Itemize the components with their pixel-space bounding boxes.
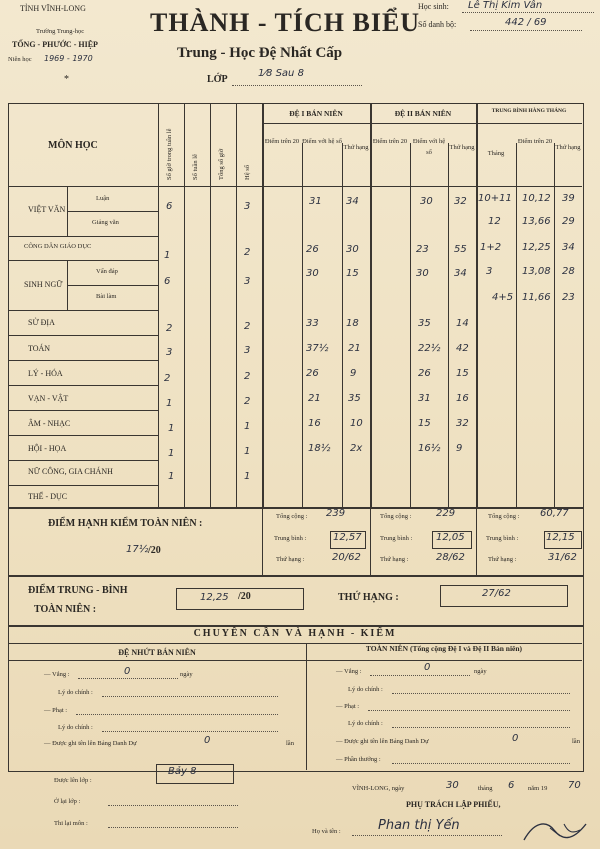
coef-value: 2 xyxy=(244,321,251,332)
l-reason2: Lý do chính : xyxy=(58,724,93,731)
hours-value: 2 xyxy=(164,373,171,384)
province: TỈNH VĨNH-LONG xyxy=(20,4,86,13)
month-score: 13,08 xyxy=(522,266,551,277)
s1-score20-header: Điểm trên 20 xyxy=(264,138,300,145)
s1-coef-value: 30 xyxy=(306,268,319,279)
s1-rank-value: 18 xyxy=(346,318,359,329)
coef-value: 2 xyxy=(244,247,251,258)
subject-name: LÝ - HÓA xyxy=(28,369,63,378)
attendance-title: CHUYÊN CẦN VÀ HẠNH - KIẾM xyxy=(193,628,397,639)
hours-value: 1 xyxy=(168,448,175,459)
subject-subname: Luận xyxy=(96,195,110,202)
m-score20-header: Điểm trên 20 xyxy=(517,138,553,145)
conduct-denom: /20 xyxy=(148,545,161,556)
s2-coef-value: 26 xyxy=(418,368,431,379)
s1-total: 239 xyxy=(326,508,346,519)
conduct-value: 17½ xyxy=(126,544,149,555)
attendance-right-title: TOÀN NIÊN (Tổng cộng Đệ I và Đệ II Bán niên) xyxy=(365,644,523,653)
month-value: 4+5 xyxy=(492,292,514,303)
s2-score20-header: Điểm trên 20 xyxy=(372,138,408,145)
s1-scorecoef-header: Điểm với hệ số xyxy=(302,138,342,145)
s1-coef-value: 31 xyxy=(309,196,322,207)
r-reason: Lý do chính : xyxy=(348,686,383,693)
signature-icon xyxy=(520,816,590,846)
month-header: Tháng xyxy=(487,150,505,157)
s1-rank-header: Thứ hạng xyxy=(343,144,369,151)
month-rank: 29 xyxy=(562,216,575,227)
s1-rank-label: Thứ hạng : xyxy=(276,556,305,563)
hours-value: 6 xyxy=(164,276,171,287)
s2-total: 229 xyxy=(436,508,456,519)
s2-avg: 12,05 xyxy=(436,532,465,543)
r-reward: — Phần thưởng : xyxy=(336,756,381,763)
hours-value: 1 xyxy=(164,250,171,261)
class-value: 1⁄8 Sau 8 xyxy=(258,68,304,79)
school-type: Trường Trung-học xyxy=(36,28,85,35)
date-day: 30 xyxy=(446,780,459,791)
star-icon: * xyxy=(64,74,69,85)
subject-name: SỬ ĐỊA xyxy=(28,318,55,327)
s2-coef-value: 16½ xyxy=(418,443,441,454)
s2-rank-value: 55 xyxy=(454,244,467,255)
hours-value: 2 xyxy=(166,323,173,334)
year-label: năm 19 xyxy=(528,785,548,792)
s2-coef-value: 30 xyxy=(416,268,429,279)
s2-rank-value: 42 xyxy=(456,343,469,354)
l-honor-value: 0 xyxy=(204,735,211,746)
s2-coef-value: 35 xyxy=(418,318,431,329)
month-rank: 23 xyxy=(562,292,575,303)
s1-coef-value: 18½ xyxy=(308,443,331,454)
grade-table xyxy=(8,103,584,509)
l-times: lần xyxy=(286,740,294,747)
sem2-header: ĐỆ II BÁN NIÊN xyxy=(394,109,452,118)
promote-value: Bảy 8 xyxy=(168,766,197,777)
student-name: Lê Thị Kim Vân xyxy=(468,0,543,11)
s2-coef-value: 23 xyxy=(416,244,429,255)
s2-avg-label: Trung bình : xyxy=(380,535,413,542)
month-rank: 34 xyxy=(562,242,575,253)
s1-rank-value: 10 xyxy=(350,418,363,429)
year-rank-label: THỨ HẠNG : xyxy=(338,592,399,603)
year-avg-value: 12,25 xyxy=(200,592,229,603)
coef-value: 3 xyxy=(244,276,251,287)
month-value: 1+2 xyxy=(480,242,502,253)
r-honor: — Được ghi tên lên Bảng Danh Dự xyxy=(336,738,429,745)
s1-rank-value: 21 xyxy=(348,343,361,354)
m-avg: 12,15 xyxy=(546,532,575,543)
s1-coef-value: 16 xyxy=(308,418,321,429)
s1-rank-value: 30 xyxy=(346,244,359,255)
m-rank-header: Thứ hạng xyxy=(555,144,581,151)
page-title: THÀNH - TÍCH BIỂU xyxy=(150,8,421,37)
m-rank: 31/62 xyxy=(548,552,577,563)
l-honor: — Được ghi tên lên Bảng Danh Dự xyxy=(44,740,137,747)
s1-rank-value: 2x xyxy=(350,443,363,454)
year-avg-denom: /20 xyxy=(238,591,251,602)
responsible-label: PHỤ TRÁCH LẬP PHIẾU, xyxy=(406,800,501,809)
subject-name: TOÁN xyxy=(28,344,51,353)
signer-name: Phan thị Yến xyxy=(378,818,460,833)
s2-rank-value: 32 xyxy=(456,418,469,429)
month-rank: 39 xyxy=(562,193,575,204)
l-days: ngày xyxy=(180,671,193,678)
student-label: Học sinh: xyxy=(418,2,449,11)
subject-name: SINH NGỮ xyxy=(24,280,63,289)
year-rank-value: 27/62 xyxy=(482,588,511,599)
r-absent-label: — Vắng : xyxy=(336,668,362,675)
hours-week-header: Số giờ trong tuần lễ xyxy=(166,128,173,180)
month-value: 3 xyxy=(486,266,493,277)
school-name: TỐNG - PHƯỚC - HIỆP xyxy=(12,40,98,49)
coef-value: 1 xyxy=(244,471,251,482)
r-honor-value: 0 xyxy=(512,733,519,744)
subject-subname: Giảng văn xyxy=(92,219,119,226)
s1-rank-value: 34 xyxy=(346,196,359,207)
sem1-header: ĐỆ I BÁN NIÊN xyxy=(289,109,343,118)
coef-value: 3 xyxy=(244,345,251,356)
id-label: Số danh bộ: xyxy=(418,20,457,29)
s2-rank-value: 34 xyxy=(454,268,467,279)
s2-rank-header: Thứ hạng xyxy=(449,144,475,151)
subject-name: NỮ CÔNG, GIA CHÁNH xyxy=(28,467,113,476)
subject-name: CÔNG DÂN GIÁO DỤC xyxy=(24,243,92,250)
m-avg-label: Trung bình : xyxy=(486,535,519,542)
year-avg-label: ĐIỂM TRUNG - BÌNH xyxy=(28,585,128,596)
subject-name: VIỆT VĂN xyxy=(28,205,66,214)
s1-rank: 20/62 xyxy=(332,552,361,563)
l-punish: — Phạt : xyxy=(44,707,68,714)
s2-coef-value: 31 xyxy=(418,393,431,404)
s1-rank-value: 9 xyxy=(350,368,357,379)
s2-coef-value: 22½ xyxy=(418,343,441,354)
subject-subname: Vấn đáp xyxy=(96,268,118,275)
name-label: Họ và tên : xyxy=(312,828,341,835)
r-absent-value: 0 xyxy=(424,662,431,673)
s1-total-label: Tổng cộng : xyxy=(276,513,308,520)
month-label: tháng xyxy=(478,785,493,792)
l-reason: Lý do chính : xyxy=(58,689,93,696)
year-avg-label2: TOÀN NIÊN : xyxy=(34,604,97,615)
s1-rank-value: 35 xyxy=(348,393,361,404)
hours-value: 3 xyxy=(166,347,173,358)
s2-scorecoef-header: Điểm với hệ số xyxy=(412,138,446,156)
retake-label: Thi lại môn : xyxy=(54,820,88,827)
s1-coef-value: 21 xyxy=(308,393,321,404)
r-punish: — Phạt : xyxy=(336,703,360,710)
m-rank-label: Thứ hạng : xyxy=(488,556,517,563)
subject-header: MÔN HỌC xyxy=(48,140,98,151)
repeat-label: Ở lại lớp : xyxy=(54,798,81,805)
s2-rank-value: 15 xyxy=(456,368,469,379)
l-absent-value: 0 xyxy=(124,666,131,677)
s2-rank-value: 14 xyxy=(456,318,469,329)
month-rank: 28 xyxy=(562,266,575,277)
m-total-label: Tổng cộng : xyxy=(488,513,520,520)
hours-value: 1 xyxy=(168,471,175,482)
month-value: 10+11 xyxy=(478,193,512,204)
coef-value: 2 xyxy=(244,371,251,382)
s2-rank-value: 9 xyxy=(456,443,463,454)
place-date: VĨNH-LONG, ngày xyxy=(352,785,405,792)
school-year-label: Niên học xyxy=(8,56,32,63)
s2-rank-value: 16 xyxy=(456,393,469,404)
s1-coef-value: 33 xyxy=(306,318,319,329)
month-score: 12,25 xyxy=(522,242,551,253)
month-score: 13,66 xyxy=(522,216,551,227)
coef-value: 1 xyxy=(244,421,251,432)
month-score: 11,66 xyxy=(522,292,551,303)
r-times: lần xyxy=(572,738,580,745)
school-year: 1969 - 1970 xyxy=(44,54,93,63)
coef-value: 1 xyxy=(244,446,251,457)
s2-total-label: Tổng cộng : xyxy=(380,513,412,520)
promote-label: Được lên lớp : xyxy=(54,777,92,784)
hours-value: 6 xyxy=(166,201,173,212)
subject-name: THỂ - DỤC xyxy=(28,492,68,501)
hours-value: 1 xyxy=(166,398,173,409)
subject-name: ÂM - NHẠC xyxy=(28,419,71,428)
s2-coef-value: 15 xyxy=(418,418,431,429)
coef-value: 2 xyxy=(244,396,251,407)
monthly-header: TRUNG BÌNH HÀNG THÁNG xyxy=(491,108,567,114)
s2-coef-value: 30 xyxy=(420,196,433,207)
s2-rank: 28/62 xyxy=(436,552,465,563)
month-value: 12 xyxy=(488,216,501,227)
s1-coef-value: 26 xyxy=(306,368,319,379)
s1-avg-label: Trung bình : xyxy=(274,535,307,542)
subject-name: HỘI - HỌA xyxy=(28,444,67,453)
attendance-left-title: ĐỆ NHỨT BÁN NIÊN xyxy=(118,648,196,657)
date-month: 6 xyxy=(508,780,515,791)
s1-avg: 12,57 xyxy=(333,532,362,543)
s1-coef-value: 37½ xyxy=(306,343,329,354)
l-absent-label: — Vắng : xyxy=(44,671,70,678)
conduct-label: ĐIỂM HẠNH KIỂM TOÀN NIÊN : xyxy=(48,518,203,529)
weeks-header: Số tuần lễ xyxy=(192,154,199,180)
subject-subname: Bài làm xyxy=(96,293,117,300)
class-label: LỚP xyxy=(207,74,228,85)
page-subtitle: Trung - Học Đệ Nhất Cấp xyxy=(177,45,343,61)
r-days: ngày xyxy=(474,668,487,675)
s1-coef-value: 26 xyxy=(306,244,319,255)
m-total: 60,77 xyxy=(540,508,569,519)
date-year: 70 xyxy=(568,780,581,791)
s2-rank-label: Thứ hạng : xyxy=(380,556,409,563)
subject-name: VẠN - VẬT xyxy=(28,394,69,403)
id-value: 442 / 69 xyxy=(505,17,547,28)
month-score: 10,12 xyxy=(522,193,551,204)
r-reason2: Lý do chính : xyxy=(348,720,383,727)
total-hours-header: Tổng số giờ xyxy=(218,148,225,180)
hours-value: 1 xyxy=(168,423,175,434)
s2-rank-value: 32 xyxy=(454,196,467,207)
coef-value: 3 xyxy=(244,201,251,212)
s1-rank-value: 15 xyxy=(346,268,359,279)
coef-header: Hệ số xyxy=(244,165,251,180)
